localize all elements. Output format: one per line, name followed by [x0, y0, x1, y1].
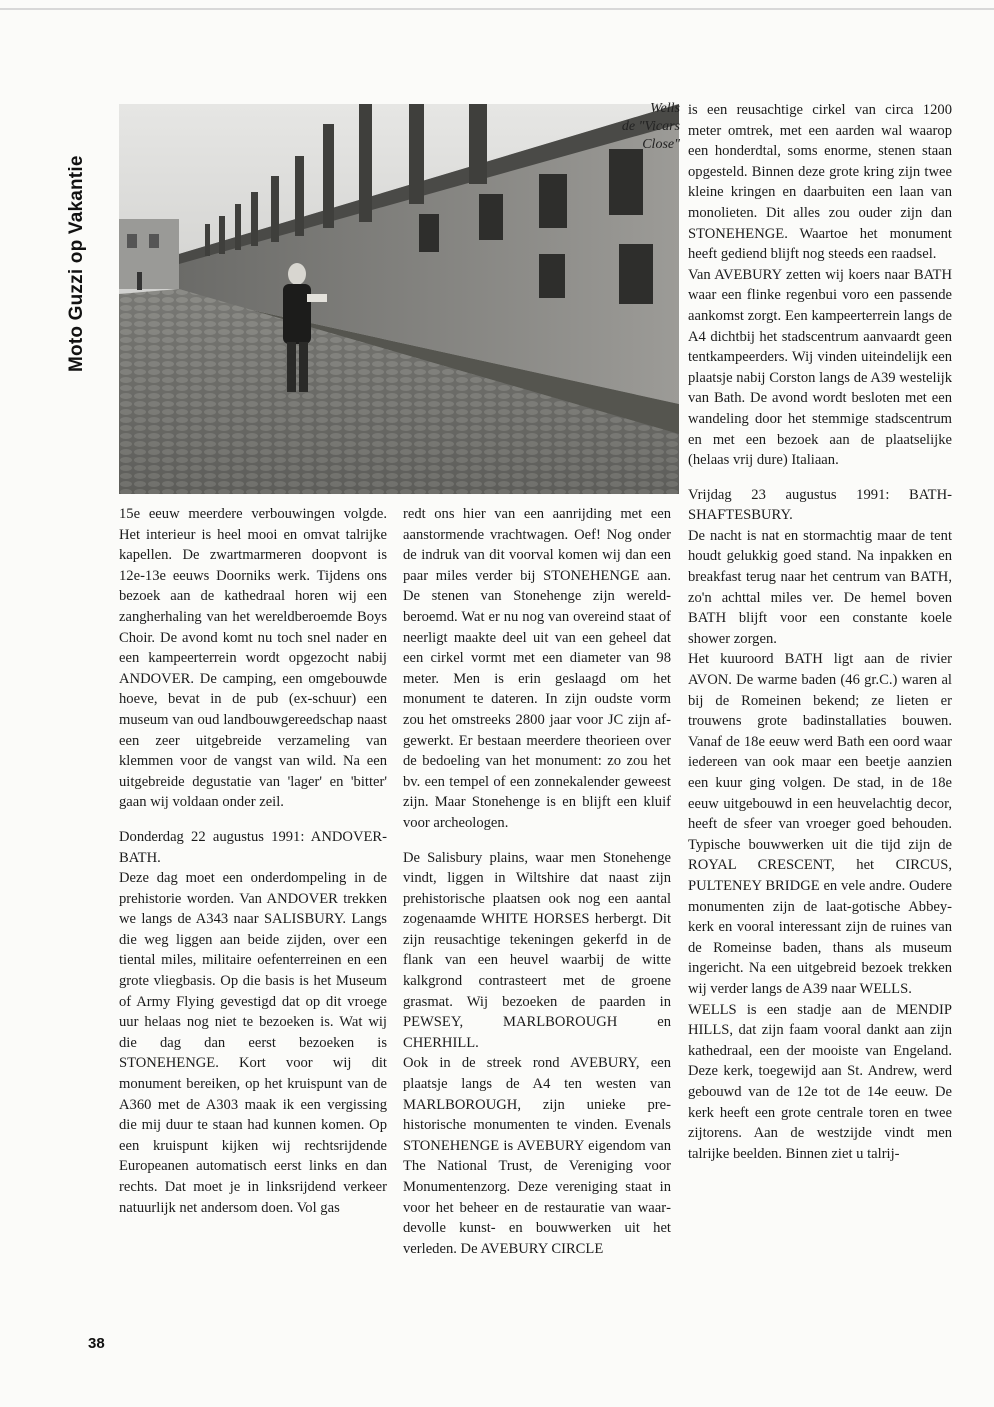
page-number: 38 [88, 1335, 105, 1352]
section-heading: Vrijdag 23 augustus 1991: BATH-SHAFTESBURY. [688, 486, 952, 524]
caption-line: de "Vicars [621, 119, 680, 134]
paragraph: Deze dag moet een onderdompeling in de prehistorie worden. Van ANDOVER trekken we langs de A343 naar SALISBURY. Langs die weg liggen aan beide zijden, over een tiental miles, militaire oefenterreinen en een grote vliegbasis. Op die basis is het Museum of Army Flying gevestigd dat op dit vroege uur helaas nog niet te bezoeken is. Wat wij die dag dan eerst bezoeken is STONEHENGE. Kort voor wij dit monument bereiken, op het kruispunt van de A360 met de A303 maak ik een vergissing die mij duur te staan had kunnen komen. Op een kruispunt kijken wij rechtsrijdende Europeanen automatisch eerst links en dan rechts. Dat moet je in linksrijdend verkeer natuurlijk net andersom doen. Vol gas [119, 870, 387, 1216]
paragraph: 15e eeuw meerdere verbouwingen volgde. Het interieur is heel mooi en omvat talrijke kapellen. De zwartmarmeren doopvont is 12e-13e eeuws Doorniks werk. Tijdens ons bezoek aan de kathedraal horen wij een zangherhaling van het wereldberoemde Boys Choir. De avond komt nu toch snel nader en een kampeerterrein wordt opgezocht nabij ANDOVER. De camping, een omgebouwde hoeve, bevat in de pub (ex-schuur) een museum van oud landbouwgereedschap naast een zeer uitgebreide verzameling van klemmen voor de vangst van wild. Na een uitgebreide degustatie van 'lager' en 'bitter' gaan wij voldaan onder zeil. [119, 506, 387, 811]
photo-caption [580, 100, 680, 154]
page-top-border [0, 8, 994, 10]
section-heading: Donderdag 22 augustus 1991: ANDOVER-BATH. [119, 828, 387, 866]
street-photo [119, 104, 679, 494]
paragraph: De Salisbury plains, waar men Stonehenge vindt, liggen in Wiltshire dat naast zijn prehistorische plaatsen ook nog een aantal zogenaamde WHITE HORSES herbergt. Dit zijn reusachtige tekeningen gekerfd in de flank van een heuvel waarbij de witte kalkgrond contrasteert met de groene grasmat. Wij bezoeken de paarden in PEWSEY, MARLBOROUGH en CHERHILL. [403, 849, 671, 1051]
paragraph: De nacht is nat en stormachtig maar de tent houdt gelukkig goed stand. Na inpakken en breakfast terug naar het centrum van BATH, zo'n achttal miles ver. De hemel boven BATH blijft voor een constante koele shower zorgen. [688, 527, 952, 647]
paragraph: is een reusachtige cirkel van circa 1200 meter omtrek, met een aarden wal waarop een honderdtal, soms enorme, stenen staan opgesteld. Binnen deze grote kring zijn twee kleine kringen en daarbuiten een laan van monolieten. Dit alles zou ouder zijn dan STONEHENGE. Waartoe het monument heeft gediend blijft nog steeds een raadsel. [688, 102, 952, 263]
caption-line: Wells [650, 101, 680, 116]
paragraph: WELLS is een stadje aan de MENDIP HILLS, dat zijn faam vooral dankt aan zijn kathedraal, een der mooiste van Engeland. Deze kerk, toegewijd aan St. Andrew, werd gebouwd van de 12e tot de 14e eeuw. De kerk heeft een grote centrale toren en twee zijtorens. Aan de westzijde vindt men talrijke beelden. Binnen ziet u talrij- [688, 1001, 952, 1162]
text-column-3 [688, 100, 952, 1164]
caption-line: Close" [642, 137, 680, 152]
paragraph: Ook in de streek rond AVEBURY, een plaatsje langs de A4 ten westen van MARLBOROUGH, zijn unieke prehistorische monumenten te vinden. Evenals STONEHENGE is AVEBURY eigendom van The National Trust, de Vereniging voor Monumentenzorg. Deze vereniging staat in voor het beheer en de restauratie van waardevolle kunst- en bouwwerken uit het verleden. De AVEBURY CIRCLE [403, 1055, 671, 1257]
paragraph: Van AVEBURY zetten wij koers naar BATH waar een flinke regenbui voro een passende aankomst zorgt. Een kampeerterrein langs de A4 dichtbij het stadscentrum aanvaardt geen tentkampeerders. Wij vinden uiteindelijk een plaatsje nabij Corston langs de A39 westelijk van Bath. De avond wordt besloten met een wandeling door het stemmige stadscentrum en met een bezoek aan de plaatselijke (helaas vrij dure) Italiaan. [688, 266, 952, 469]
text-column-2 [403, 504, 671, 1259]
text-column-1 [119, 504, 387, 1218]
paragraph: Het kuuroord BATH ligt aan de rivier AVON. De warme baden (46 gr.C.) waren al bij de Romeinen bekend; ze lieten er trouwens grote badinstallaties bouwen. Vanaf de 18e eeuw werd Bath een oord waar iedereen van ook maar een beetje aanzien een kuur ging volgen. De stad, in de 18e eeuw uitgebouwd in een heuvelachtig decor, heeft de sfeer van vroeger goed behouden. Typische bouwwerken uit die tijd zijn de ROYAL CRESCENT, het CIRCUS, PULTENEY BRIDGE en vele andre. Oudere monumenten zijn de laat-gotische Abbey-kerk en vooral interessant zijn de ruines van de Romeinse baden, thans als museum ingericht. Na een uitgebreid bezoek trekken wij verder langs de A39 naar WELLS. [688, 651, 952, 997]
paragraph: redt ons hier van een aanrijding met een aanstormende vrachtwagen. Oef! Nog onder de indruk van dit voorval komen wij dan een paar miles verder bij STONEHENGE aan. De stenen van Stonehenge zijn wereldberoemd. Wat er nu nog van overeind staat of neerligt maakte deel uit van een geheel dat een cirkel vormt met een diameter van 98 meter. Men is erin geslaagd om het monument te dateren. In zijn oudste vorm zou het omstreeks 2800 jaar voor JC zijn afgewerkt. Er bestaan meerdere theorieen over de bedoeling van het monument: zo zou het bv. een tempel of een zonnekalender geweest zijn. Maar Stonehenge is en blijft een kluif voor archeologen. [403, 506, 671, 831]
section-title: Moto Guzzi op Vakantie [66, 155, 87, 372]
